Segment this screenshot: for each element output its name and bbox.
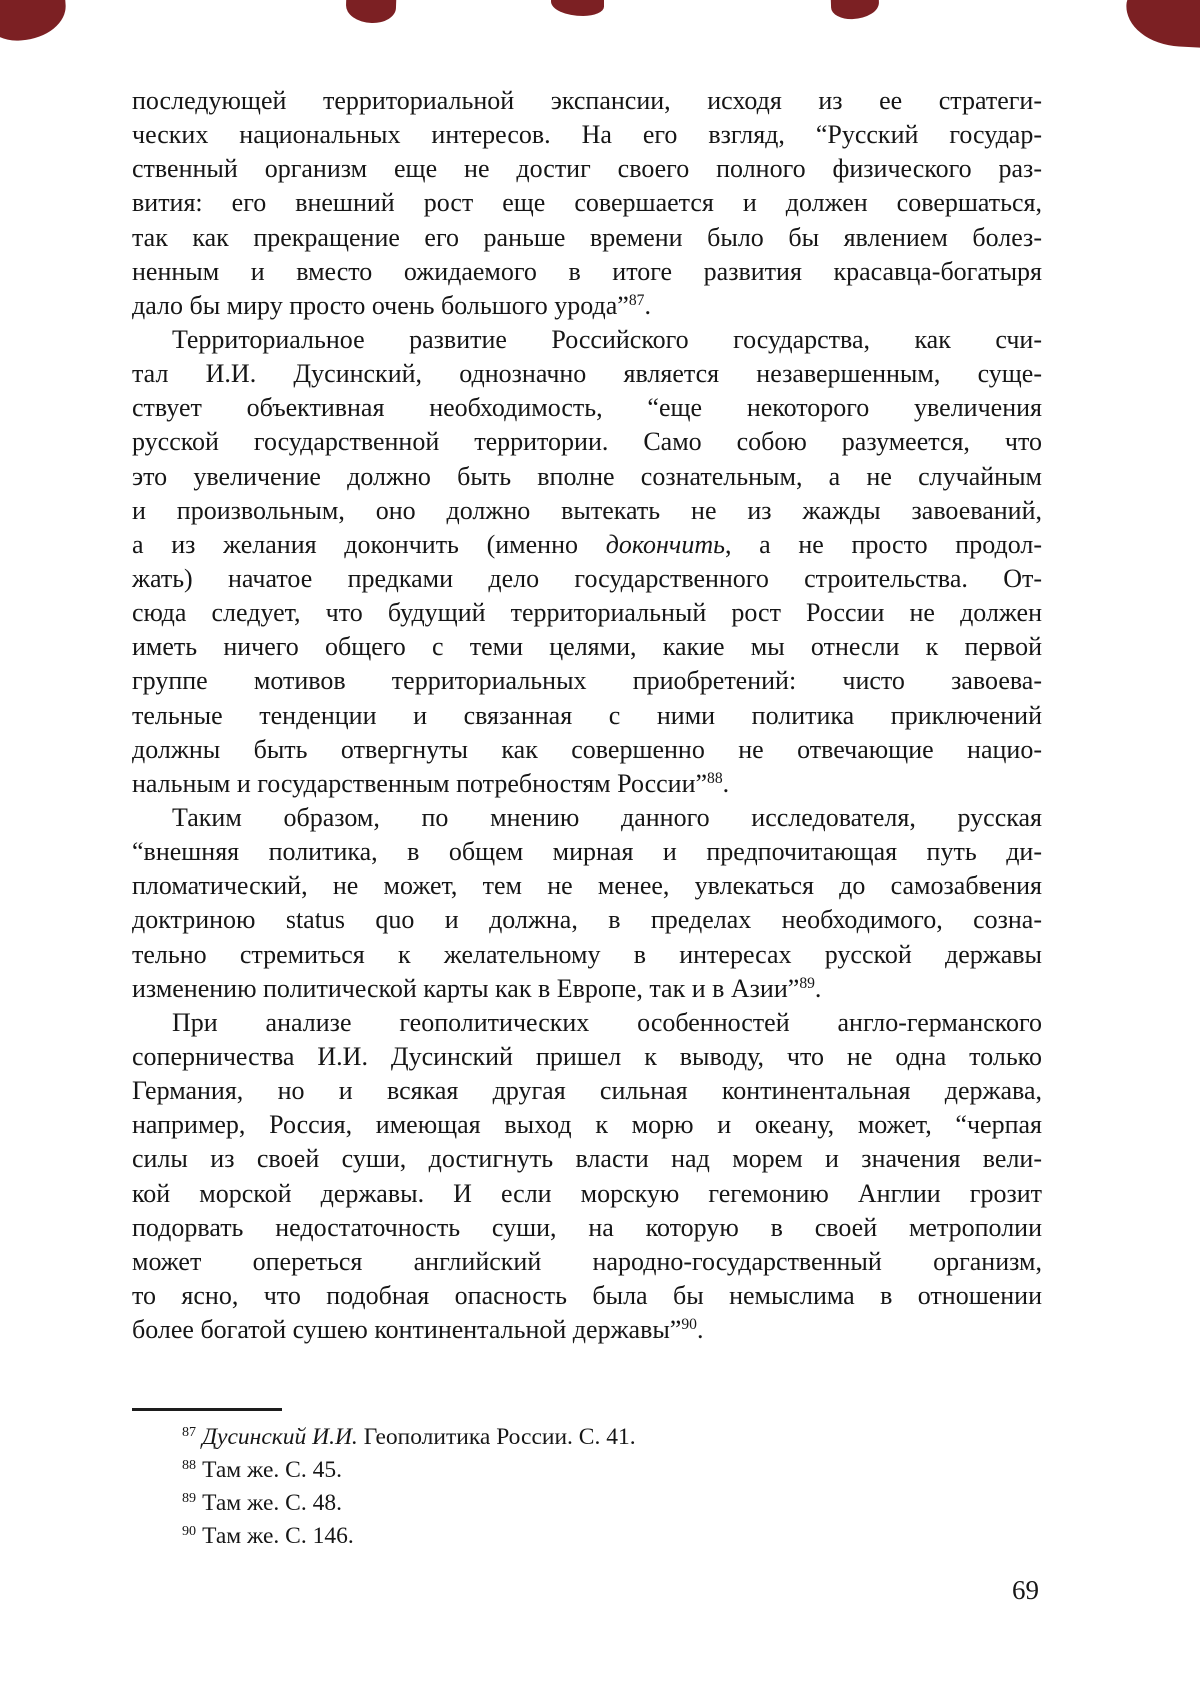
scan-ink-artifact-top-right bbox=[1124, 0, 1200, 48]
text-line: Территориальное развитие Российского государства, как счи- bbox=[172, 324, 1042, 354]
text-line: последующей территориальной экспансии, исходя из ее стратеги- bbox=[132, 86, 1042, 115]
text-line: кой морской державы. И если морскую гегемонию Англии грозит bbox=[132, 1178, 1042, 1208]
text-line: иметь ничего общего с теми целями, какие мы отнесли к первой bbox=[132, 632, 1042, 662]
text-line: соперничества И.И. Дусинский пришел к выводу, что не одна только bbox=[132, 1041, 1042, 1071]
footnotes-list bbox=[132, 1421, 1042, 1553]
scan-ink-artifact-top-1 bbox=[345, 0, 396, 24]
text-line: например, Россия, имеющая выход к морю и океану, может, “черпая bbox=[132, 1110, 1042, 1140]
paragraph bbox=[132, 84, 1042, 323]
text-line: это увеличение должно быть вполне сознательным, а не случайным bbox=[132, 461, 1042, 491]
text-line: а из желания докончить (именно докончить, а не просто продол- bbox=[132, 529, 1042, 559]
text-line: группе мотивов территориальных приобретений: чисто завоева- bbox=[132, 666, 1042, 696]
text-line: должны быть отвергнуты как совершенно не отвечающие нацио- bbox=[132, 734, 1042, 764]
text-line: нальным и государственным потребностям России”$^{88}$. bbox=[132, 768, 730, 798]
paragraph bbox=[132, 1006, 1042, 1347]
footnote-separator-rule bbox=[132, 1408, 282, 1411]
text-line: так как прекращение его раньше времени было бы явлением болез- bbox=[132, 222, 1042, 252]
paragraph bbox=[132, 323, 1042, 801]
body-text bbox=[132, 84, 1042, 1347]
text-line: доктриною status quo и должна, в пределах необходимого, созна- bbox=[132, 905, 1042, 935]
text-line: ственный организм еще не достиг своего полного физического раз- bbox=[132, 154, 1042, 184]
text-line: и произвольным, оно должно вытекать не из жажды завоеваний, bbox=[132, 495, 1042, 525]
footnote: $^{90}$ Там же. С. 146. bbox=[182, 1523, 354, 1549]
footnote: $^{88}$ Там же. С. 45. bbox=[182, 1457, 342, 1483]
text-line: то ясно, что подобная опасность была бы немыслима в отношении bbox=[132, 1280, 1042, 1310]
text-line: может опереться английский народно-государственный организм, bbox=[132, 1246, 1042, 1276]
page-number: 69 bbox=[1012, 1575, 1039, 1605]
text-line: более богатой сушею континентальной державы”$^{90}$. bbox=[132, 1315, 704, 1345]
text-line: ненным и вместо ожидаемого в итоге развития красавца-богатыря bbox=[132, 256, 1042, 286]
text-line: тал И.И. Дусинский, однозначно является незавершенным, суще- bbox=[132, 359, 1042, 389]
text-line: ствует объективная необходимость, “еще некоторого увеличения bbox=[132, 393, 1042, 423]
text-line: тельно стремиться к желательному в интересах русской державы bbox=[132, 939, 1042, 969]
footnotes-section bbox=[132, 1408, 1042, 1553]
text-line: силы из своей суши, достигнуть власти над морем и значения вели- bbox=[132, 1144, 1042, 1174]
text-line: пломатический, не может, тем не менее, увлекаться до самозабвения bbox=[132, 871, 1042, 901]
text-line: подорвать недостаточность суши, на которую в своей метрополии bbox=[132, 1212, 1042, 1242]
text-line: дало бы миру просто очень большого урода”$^{87}$. bbox=[132, 290, 651, 320]
text-line: “внешняя политика, в общем мирная и предпочитающая путь ди- bbox=[132, 837, 1042, 867]
text-line: изменению политической карты как в Европе, так и в Азии”$^{89}$. bbox=[132, 973, 822, 1003]
text-line: жать) начатое предками дело государственного строительства. От- bbox=[132, 563, 1042, 593]
paragraph bbox=[132, 801, 1042, 1006]
text-line: русской государственной территории. Само собою разумеется, что bbox=[132, 427, 1042, 457]
text-line: При анализе геополитических особенностей англо-германского bbox=[172, 1007, 1042, 1037]
footnote: $^{87}$ Дусинский И.И. Геополитика России. С. 41. bbox=[182, 1424, 636, 1450]
text-line: вития: его внешний рост еще совершается и должен совершаться, bbox=[132, 188, 1042, 218]
text-line: Германия, но и всякая другая сильная континентальная держава, bbox=[132, 1076, 1042, 1106]
text-line: Таким образом, по мнению данного исследователя, русская bbox=[172, 802, 1042, 832]
text-line: ческих национальных интересов. На его взгляд, “Русский государ- bbox=[132, 120, 1042, 150]
scan-ink-artifact-top-left bbox=[0, 0, 68, 43]
footnote: $^{89}$ Там же. С. 48. bbox=[182, 1490, 342, 1516]
text-line: сюда следует, что будущий территориальный рост России не должен bbox=[132, 598, 1042, 628]
scan-ink-artifact-top-3 bbox=[831, 0, 880, 20]
text-line: тельные тенденции и связанная с ними политика приключений bbox=[132, 700, 1042, 730]
scan-ink-artifact-top-2 bbox=[551, 0, 604, 16]
